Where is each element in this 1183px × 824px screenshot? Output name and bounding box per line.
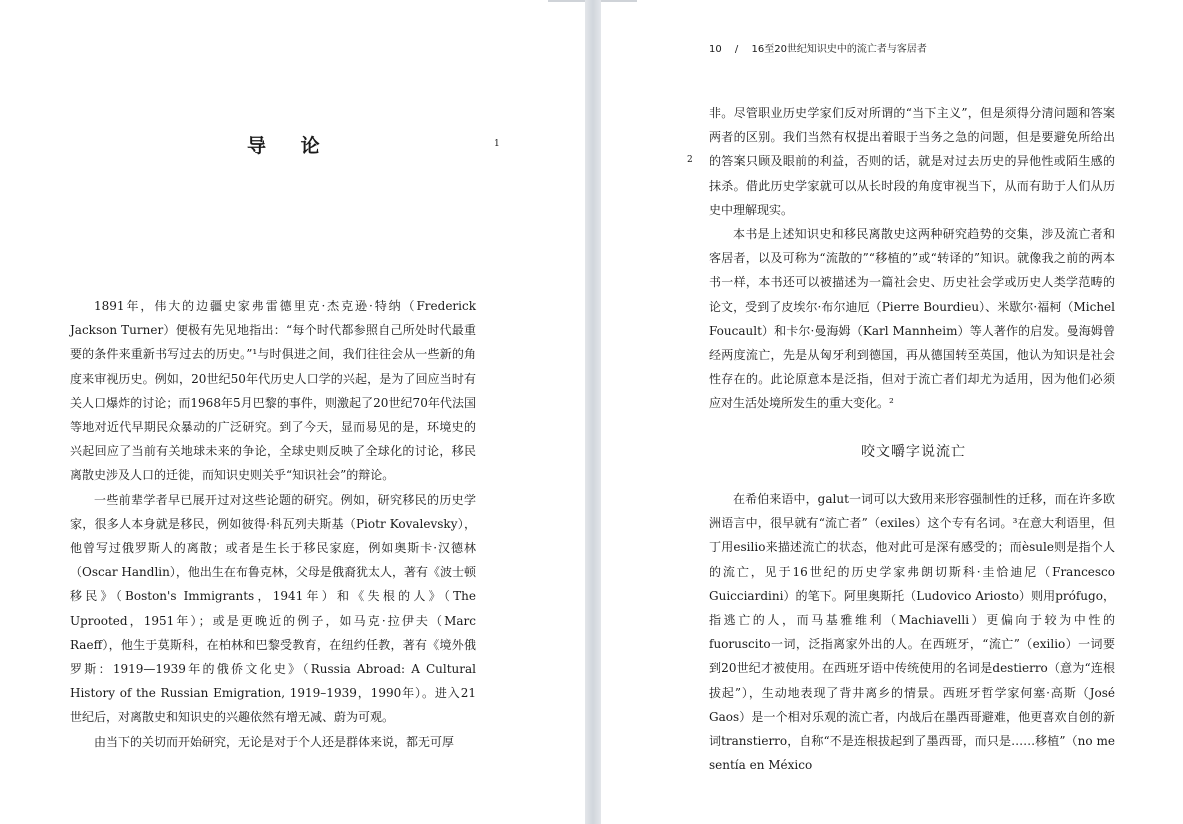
paragraph: 在希伯来语中，galut一词可以大致用来形容强制性的迁移，而在许多欧洲语言中，很早就有“流亡者”（exiles）这个专有名词。³在意大利语里，但丁用esilio来描述流亡的状态，他对此可是深有感受的；而èsule则是指个人的流亡，见于16世纪的历史学家弗朗切斯科·圭恰迪尼（Francesco Guicciardini）的笔下。阿里奥斯托（Ludovico Ariosto）则用prófugo，指逃亡的人，而马基雅维利（Machiavelli）更偏向于较为中性的fuoruscito一词，泛指离家外出的人。在西班牙，“流亡”（exilio）一词要到20世纪才被使用。在西班牙语中传统使用的名词是destierro（意为“连根拔起”），生动地表现了背井离乡的情景。西班牙哲学家何塞·高斯（José Gaos）是一个相对乐观的流亡者，内战后在墨西哥避难，他更喜欢自创的新词transtierro，自称“不是连根拔起到了墨西哥，而只是……移植”（no me sentía en México	[709, 492, 1115, 773]
section-heading: 咬文嚼字说流亡	[861, 444, 966, 460]
page-edge-tab	[548, 0, 585, 2]
paragraph: 本书是上述知识史和移民离散史这两种研究趋势的交集，涉及流亡者和客居者，以及可称为“流散的”“移植的”或“转译的”知识。就像我之前的两本书一样，本书还可以被描述为一篇社会史、历史社会学或历史人类学范畴的论文，受到了皮埃尔·布尔迪厄（Pierre Bourdieu）、米歇尔·福柯（Michel Foucault）和卡尔·曼海姆（Karl Mannheim）等人著作的启发。曼海姆曾经两度流亡，先是从匈牙利到德国，再从德国转至英国，他认为知识是社会性存在的。此论原意本是泛指，但对于流亡者们却尤为适用，因为他们必须应对生活处境所发生的重大变化。²	[709, 227, 1115, 411]
paragraph: 由当下的关切而开始研究，无论是对于个人还是群体来说，都无可厚	[94, 734, 455, 749]
paragraph: 一些前辈学者早已展开过对这些论题的研究。例如，研究移民的历史学家，很多人本身就是移民，例如彼得·科瓦列夫斯基（Piotr Kovalevsky），他曾写过俄罗斯人的离散；或者是生长于移民家庭，例如奥斯卡·汉德林（Oscar Handlin），他出生在布鲁克林，父母是俄裔犹太人，著有《波士顿移民》（Boston's Immigrants，1941年）和《失根的人》（The Uprooted，1951年）；或是更晚近的例子，如马克·拉伊夫（Marc Raeff），他生于莫斯科，在柏林和巴黎受教育，在纽约任教，著有《境外俄罗斯：1919—1939年的俄侨文化史》（Russia Abroad: A Cultural History of the Russian Emigration, 1919–1939，1990年）。进入21世纪后，对离散史和知识史的兴趣依然有增无减、蔚为可观。	[70, 492, 476, 725]
running-head-separator: /	[734, 44, 739, 55]
left-page	[0, 0, 585, 824]
page-edge-tab	[601, 0, 637, 2]
running-head-book-title: 16至20世纪知识史中的流亡者与客居者	[751, 44, 927, 55]
margin-page-number: 1	[494, 139, 500, 149]
running-head-page-number: 10	[709, 44, 722, 55]
left-body-text	[70, 294, 476, 754]
right-page	[601, 0, 1183, 824]
margin-page-number: 2	[687, 155, 693, 165]
paragraph: 非。尽管职业历史学家们反对所谓的“当下主义”，但是须得分清问题和答案两者的区别。我们当然有权提出着眼于当务之急的问题，但是要避免所给出的答案只顾及眼前的利益，否则的话，就是对过去历史的异他性或陌生感的抹杀。借此历史学家就可以从长时段的角度审视当下，从而有助于人们从历史中理解现实。	[709, 106, 1115, 217]
chapter-title: 导 论	[247, 135, 334, 157]
right-body-text-bottom	[709, 487, 1115, 777]
running-head	[709, 40, 937, 55]
page-gutter	[585, 0, 601, 824]
paragraph: 1891年，伟大的边疆史家弗雷德里克·杰克逊·特纳（Frederick Jackson Turner）便极有先见地指出：“每个时代都参照自己所处时代最重要的条件来重新书写过去的历史。”¹与时俱进之间，我们往往会从一些新的角度来审视历史。例如，20世纪50年代历史人口学的兴起，是为了回应当时有关人口爆炸的讨论；而1968年5月巴黎的事件，则激起了20世纪70年代法国等地对近代早期民众暴动的广泛研究。到了今天，显而易见的是，环境史的兴起回应了当前有关地球未来的争论，全球史则反映了全球化的讨论，移民离散史涉及人口的迁徙，而知识史则关乎“知识社会”的辩论。	[70, 299, 476, 483]
right-body-text-top	[709, 101, 1115, 416]
